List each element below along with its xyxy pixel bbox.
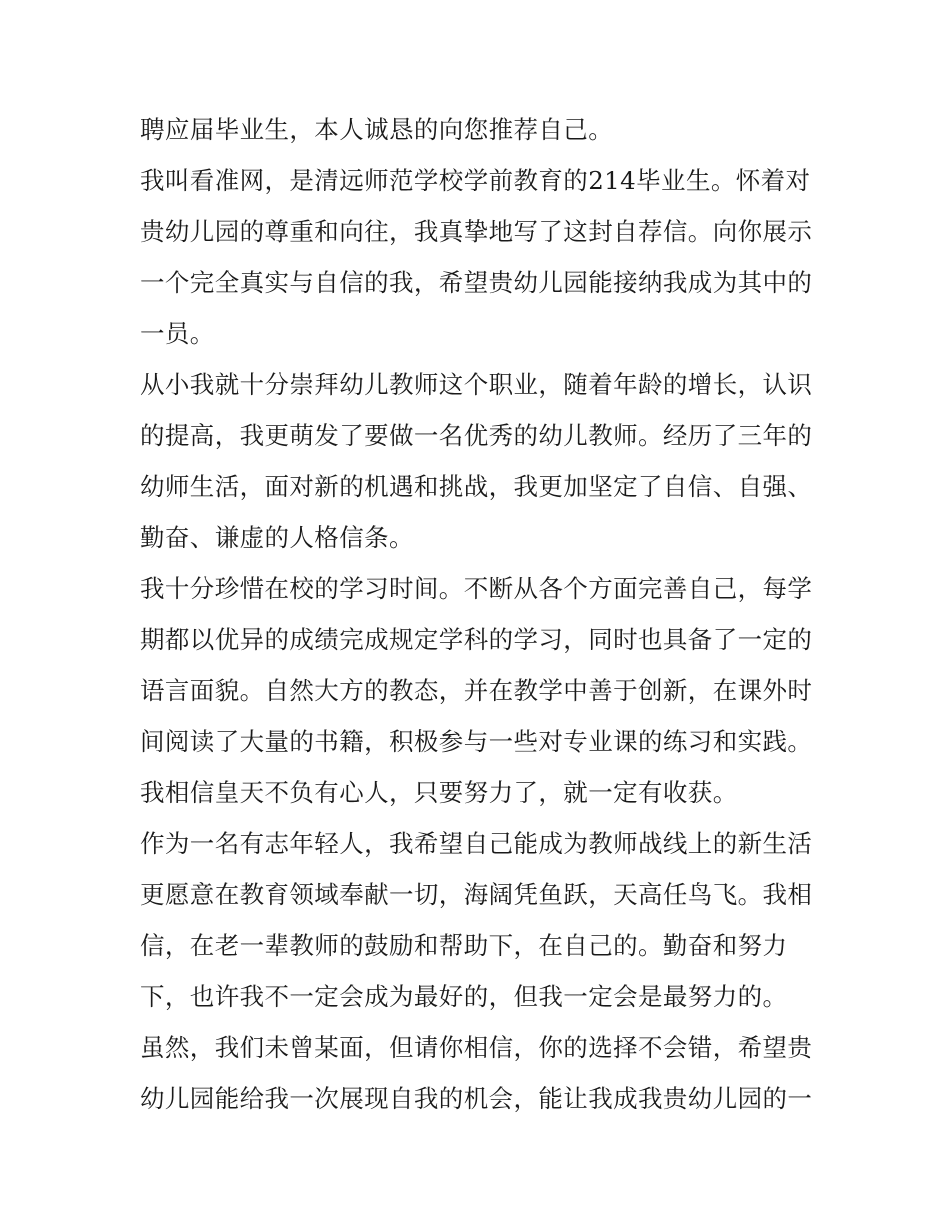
text-line: 一个完全真实与自信的我，希望贵幼儿园能接纳我成为其中的 [140,268,813,297]
text-line: 信，在老一辈教师的鼓励和帮助下，在自己的。勤奋和努力 [140,931,788,960]
text-line: 聘应届毕业生，本人诚恳的向您推荐自己。 [140,115,614,144]
text-line: 幼师生活，面对新的机遇和挑战，我更加坚定了自信、自强、 [140,472,813,501]
text-line: 语言面貌。自然大方的教态，并在教学中善于创新，在课外时 [140,676,813,705]
text-line: 的提高，我更萌发了要做一名优秀的幼儿教师。经历了三年的 [140,421,813,450]
text-line: 下，也许我不一定会成为最好的，但我一定会是最努力的。 [140,982,788,1011]
text-line: 更愿意在教育领域奉献一切，海阔凭鱼跃，天高任鸟飞。我相 [140,880,813,909]
text-line: 一员。 [140,319,215,348]
text-line: 我十分珍惜在校的学习时间。不断从各个方面完善自己，每学 [140,574,813,603]
text-line: 期都以优异的成绩完成规定学科的学习，同时也具备了一定的 [140,625,813,654]
text-line: 勤奋、谦虚的人格信条。 [140,523,414,552]
text-line: 虽然，我们未曾某面，但请你相信，你的选择不会错，希望贵 [140,1033,813,1062]
text-line: 我叫看准网，是清远师范学校学前教育的214毕业生。怀着对 [140,166,811,195]
text-line: 贵幼儿园的尊重和向往，我真挚地写了这封自荐信。向你展示 [140,217,813,246]
text-line: 作为一名有志年轻人，我希望自己能成为教师战线上的新生活 [140,829,813,858]
text-line: 间阅读了大量的书籍，积极参与一些对专业课的练习和实践。 [140,727,813,756]
text-line: 从小我就十分崇拜幼儿教师这个职业，随着年龄的增长，认识 [140,370,813,399]
text-line: 幼儿园能给我一次展现自我的机会，能让我成我贵幼儿园的一 [140,1084,813,1113]
letter-body [140,104,820,1124]
text-line: 我相信皇天不负有心人，只要努力了，就一定有收获。 [140,778,738,807]
